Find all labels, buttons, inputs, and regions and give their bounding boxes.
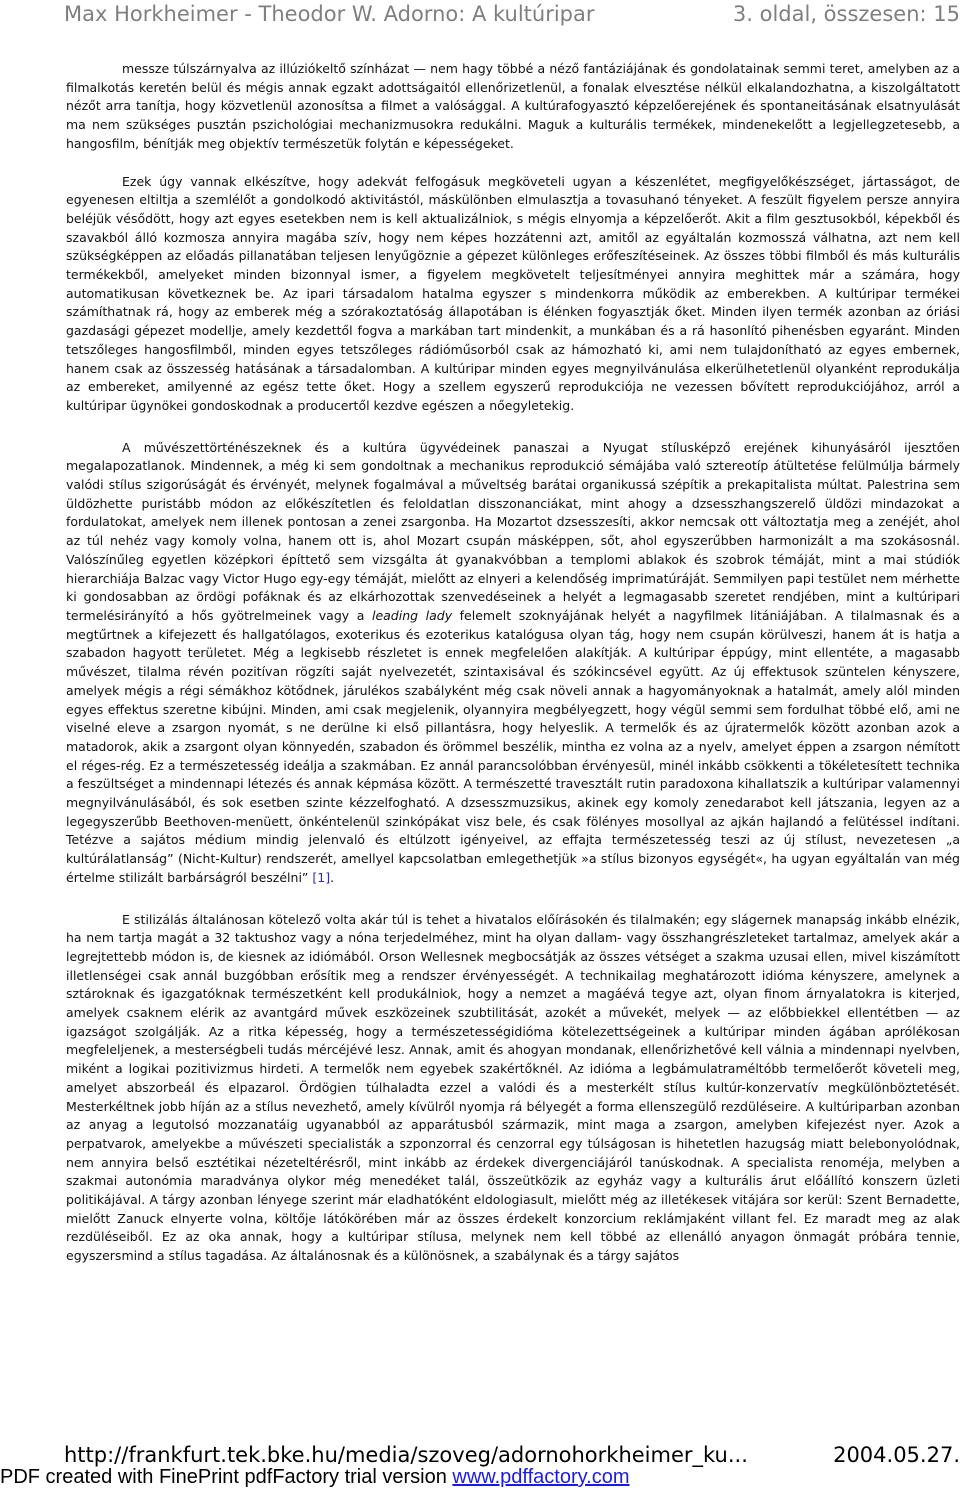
article-body [66,60,960,1266]
pdffactory-link[interactable]: www.pdffactory.com [452,1466,630,1488]
document-title: Max Horkheimer - Theodor W. Adorno: A kultúripar [64,2,595,26]
pdf-trial-banner [0,1466,960,1491]
paragraph-4: E stilizálás általánosan kötelező volta akár túl is tehet a hivatalos előírásokén és tilalmakén; egy slágernek manapság inkább elnézik, ha nem tartja magát a 32 taktushoz vagy a nóna terjedelméhez, mint ha olyan dallam- vagy összhangrészleteket tartalmaz, amelyek akár a legrejtettebb módon is, de kiesnek az idiómából. Orson Wellesnek megbocsátják az összes vétséget a szakma uzusai ellen, mivel kiszámított illetlenségei csak annál buzgóbban erősítik meg a rendszer érvényességét. A technikailag meghatározott idióma kényszere, amelynek a sztároknak és igazgatóknak természetként kell produkálniok, hogy a nemzet a magáévá tegye azt, olyan finom árnyalatokra is kiterjed, amelyek csaknem elérik az avantgárd művek eszközeinek szubtilitását, azokét a művekét, melyek — az előbbiekkel ellentétben — az igazságot szolgálják. Az a ritka képesség, hogy a természetességidióma kötelezettségeinek a kultúripar minden ágában aprólékosan megfeleljenek, a mesterségbeli tudás mércéjévé lesz. Annak, amit és ahogyan mondanak, ellenőrizhetővé kell válnia a mindennapi nyelvben, miként a logikai pozitivizmus hirdeti. A termelők nem egyebek szakértőknél. Az idióma a legbámulatraméltóbb termelőerőt követeli meg, amelyet abszorbeál és elpazarol. Ördögien túlhaladta ezzel a valódi és a mesterkélt stílus kultúr-konzervatív megkülönböztetését. Mesterkéltnek jobb híján az a stílus nevezhető, amely kívülről nyomja rá bélyegét a forma ellenszegülő rezdüléseire. A kultúriparban azonban az anyag a legutolsó mozzanatáig ugyanabból az apparátusból származik, mint maga a zsargon, amelyben kifejezést nyer. Azok a perpatvarok, amelyekbe a művészeti specialisták a szponzorral és cenzorral egy túlságosan is hihetetlen hazugság miatt belebonyolódnak, nem annyira belső esztétikai nézeteltérésről, mint inkább az érdekek divergenciájáról tanúskodnak. A specialista renoméja, melyben a szakmai autonómia maradványa olykor még menedéket talál, összeütközik az egyház vagy a kulturális árut előállító konszern üzleti politikájával. A tárgy azonban lényege szerint már eladhatóként eldologiasult, mielőtt még az illetékesek vitájára sor kerül: Szent Bernadette, mielőtt Zanuck elnyerte volna, költője látókörében már az összes érdekelt konzorcium reklámjaként villant fel. Ez maradt meg az alak rezdüléseiből. Ez az oka annak, hogy a kultúripar stílusa, melynek nem kell többé az ellenálló anyagon önmagát próbára tennie, egyszersmind a stílus tagadása. Az általánosnak és a különösnek, a szabálynak és a tárgy sajátos [66,911,960,1264]
paragraph-3-rest: felemelt szoknyájának helyét a nagyfilmek litániájában. A tilalmasnak és a megtűrtnek a kifejezett és hallgatólagos, exoterikus és ezoterikus katalógusa olyan tág, hogy nem csupán körülveszi, hanem át is hatja a szabadon hagyott területet. Még a legkisebb részletet is ennek megfelelően alakítják. A kultúripar éppúgy, mint ellentéte, a magasabb művészet, tilalma révén pozitívan rögzíti saját nyelvezetét, szintaxisával és szókincsével együtt. Az új effektusok szüntelen kényszere, amelyek mégis a régi sémákhoz kötődnek, járulékos szabályként még csak növeli annak a hagyományoknak a hatalmát, amely alól minden egyes effektus szeretne kibújni. Minden, ami csak megjelenik, olyannyira megbélyegzett, hogy végül semmi sem fordulhat többé elő, ami ne viselné eleve a zsargon nyomát, s ne derülne ki első pillantásra, hogy helyeslik. A termelők és az újratermelők között azonban azok a matadorok, akik a zsargont olyan könnyedén, szabadon és örömmel beszélik, mintha ez volna az a nyelv, amelyet éppen a zsargon némított el réges-rég. Ez a természetesség ideálja a szakmában. Ez annál parancsolóbban érvényesül, minél inkább csökkenti a tökéletesített technika a feszültséget a mindennapi létezés és annak képmása között. A természetté travesztált rutin paradoxona kihallatszik a kultúripar valamennyi megnyilvánulásából, és sok esetben szinte kézzelfogható. A dzsesszmuzsikus, akinek egy komoly zenedarabot kell játszania, legyen az a legegyszerűbb Beethoven-menüett, önkéntelenül szinkópákat visz bele, és csak fölényes mosollyal az ajkán hajlandó a felütéssel indítani. Tetézve a sajátos médium mindig jelenvaló és eltúlzott igényeivel, az effajta természetesség teszi az új stílust, nevezetesen „a kultúrálatlanság” (Nicht-Kultur) rendszerét, amellyel kapcsolatban emlegethetjük »a stílus bizonyos egységét«, ha ugyan egyáltalán van még értelme stilizált barbárságról beszélni” [66,607,960,885]
source-url: http://frankfurt.tek.bke.hu/media/szoveg/adornohorkheimer_ku... [64,1443,748,1467]
page-indicator: 3. oldal, összesen: 15 [732,2,960,26]
paragraph-3 [66,439,960,888]
pdf-banner-text: PDF created with FinePrint pdfFactory trial version [0,1466,453,1488]
page-header [64,0,960,32]
paragraph-3-end: . [330,869,335,885]
paragraph-3-text: A művészettörténészeknek és a kultúra ügyvédeinek panaszai a Nyugat stílusképző erejének kihunyásáról ijesztően megalapozatlanok. Mindennek, a még ki sem gondoltnak a mechanikus reprodukció sémájába való sztereotíp átültetése felülmúlja bármely valódi stílus szigorúságát és érvényét, melynek fogalmával a műveltség barátai organikussá szépítik a prekapitalista múltat. Palestrina sem üldözhette puristább módon az előkészítetlen és feloldatlan disszonanciákat, mint ahogy a dzsesszhangszerelő üldözi mindazokat a fordulatokat, amelyek nem illenek pontosan a zenei zsargonba. Ha Mozartot dzsesszesíti, akkor nemcsak ott változtatja meg a zenéjét, ahol az túl nehéz vagy komoly volna, hanem ott is, ahol Mozart csupán másképpen, sőt, ahol egyszerűbben harmonizált a ma szokásosnál. Valószínűleg egyetlen középkori építtető sem vizsgálta át gyanakvóbban a templomi ablakok és szobrok témáját, mint a mai stúdiók hierarchiája Balzac vagy Victor Hugo egy-egy témáját, mielőtt az elnyeri a kelendőség imprimatúráját. Semmilyen papi testület nem mérhette ki gondosabban az ördögi pofáknak és az elkárhozottak szenvedéseinek a helyét a legmagasabb szeretet rendjében, mint a kultúripari termelésirányító a hős gyötrelmeinek vagy a [66,439,960,623]
footnote-link[interactable]: [1] [312,869,331,885]
paragraph-1: messze túlszárnyalva az illúziókeltő színházat — nem hagy többé a néző fantáziájának és gondolatainak semmi teret, amelyben az a filmalkotás keretén belül és mégis annak egzakt adottságaitól ellenőrizetlenül, a fonalak elvesztése nélkül elkalandozhatna, a kiszolgáltatott nézőt arra tanítja, hogy közvetlenül azonosítsa a filmet a valósággal. A kultúrafogyasztó képzelőerejének és spontaneitásának elsatnyulását ma nem szükséges pusztán pszichológiai mechanizmusokra redukálni. Maguk a kulturális termékek, mindenekelőtt a legjellegzetesebb, a hangosfilm, bénítják meg objektív természetük folytán e képességeket. [66,61,960,151]
italic-phrase: leading lady [371,607,453,623]
paragraph-2: Ezek úgy vannak elkészítve, hogy adekvát felfogásuk megköveteli ugyan a készenlétet, megfigyelőkészséget, jártasságot, de egyenesen eltiltja a szemlélőt a gondolkodó aktivitástól, máskülönben elmulasztja a tovasuhanó tényeket. A feszült figyelem persze annyira beléjük vésődött, hogy azt egyes esetekben nem is kell aktualizálniok, s mégis elnyomja a képzelőerőt. Akit a film gesztusokból, képekből és szavakból álló kozmosza annyira magába szív, hogy nem képes hozzátenni azt, amitől az egyáltalán kozmosszá válhatna, azt nem kell szükségképpen az előadás pillanatában teljesen lenyűgöznie a gépezet különleges erőfeszítéseinek. Az összes többi filmből és más kulturális termékekből, amelyeket minden bizonnyal ismer, a figyelem megkövetelt teljesítményei annyira meghittek már a számára, hogy automatikusan következnek be. Az ipari társadalom hatalma egyszer s mindenkorra működik az emberekben. A kultúripar termékei számíthatnak rá, hogy az emberek még a szórakoztatóság állapotában is élénken fogyasztják őket. Minden ilyen termék azonban az óriási gazdasági gépezet modellje, amely kezdettől fogva a markában tart mindenkit, a munkában és a rá hasonlító pihenésben egyaránt. Minden tetszőleges hangosfilmből, minden egyes tetszőleges rádióműsorból csak az hámozható ki, ami nem tulajdonítható az egyes embernek, hanem csak az összesség hatásának a társadalomban. A kultúripar minden egyes megnyilvánulása elkerülhetetlenül olyanként reprodukálja az embereket, amilyenné az egész tette őket. Hogy a szellem egyszerű reprodukciója ne vezessen bővített reprodukciójához, arról a kultúripar ügynökei gondoskodnak a producertől kezdve egészen a nőegyletekig. [66,173,960,413]
print-date: 2004.05.27. [833,1443,960,1467]
